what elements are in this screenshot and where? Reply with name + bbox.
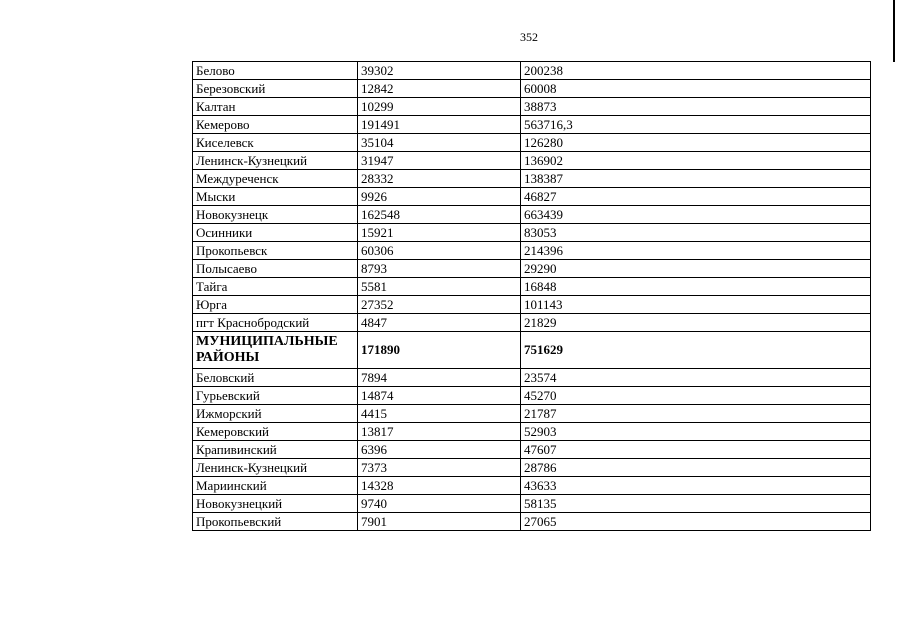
name-cell: Мариинский [193, 477, 358, 495]
value-a-cell: 9740 [358, 495, 521, 513]
value-a-cell: 14328 [358, 477, 521, 495]
value-b-cell: 58135 [521, 495, 871, 513]
table-row [193, 116, 871, 134]
value-b-cell: 126280 [521, 134, 871, 152]
value-b-cell: 27065 [521, 513, 871, 531]
value-a-cell: 35104 [358, 134, 521, 152]
table-row [193, 477, 871, 495]
name-cell: Новокузнецкий [193, 495, 358, 513]
table-row [193, 98, 871, 116]
name-cell: Осинники [193, 224, 358, 242]
table-row [193, 387, 871, 405]
name-cell: Белово [193, 62, 358, 80]
value-b-cell: 200238 [521, 62, 871, 80]
page-edge-line [893, 0, 895, 62]
page-number: 352 [520, 30, 538, 44]
value-a-cell: 39302 [358, 62, 521, 80]
value-a-cell: 31947 [358, 152, 521, 170]
value-b-cell: 29290 [521, 260, 871, 278]
value-a-cell: 8793 [358, 260, 521, 278]
value-a-cell: 5581 [358, 278, 521, 296]
value-a-cell: 27352 [358, 296, 521, 314]
table-row [193, 62, 871, 80]
value-b-cell: 663439 [521, 206, 871, 224]
name-cell: Кемерово [193, 116, 358, 134]
value-b-cell: 136902 [521, 152, 871, 170]
table-row [193, 441, 871, 459]
name-cell: Мыски [193, 188, 358, 206]
value-a-cell: 7894 [358, 369, 521, 387]
value-a-cell: 28332 [358, 170, 521, 188]
table-row [193, 134, 871, 152]
name-cell: Ленинск-Кузнецкий [193, 459, 358, 477]
table-row [193, 170, 871, 188]
value-a-cell: 15921 [358, 224, 521, 242]
value-a-cell: 4847 [358, 314, 521, 332]
value-b-cell: 38873 [521, 98, 871, 116]
table-row [193, 459, 871, 477]
name-cell: Тайга [193, 278, 358, 296]
value-b-cell: 21829 [521, 314, 871, 332]
value-b-cell: 16848 [521, 278, 871, 296]
value-a-cell: 60306 [358, 242, 521, 260]
value-b-cell: 21787 [521, 405, 871, 423]
table-row [193, 152, 871, 170]
value-b-cell: 214396 [521, 242, 871, 260]
name-cell: пгт Краснобродский [193, 314, 358, 332]
value-b-cell: 23574 [521, 369, 871, 387]
value-a-cell: 9926 [358, 188, 521, 206]
name-cell: МУНИЦИПАЛЬНЫЕ РАЙОНЫ [193, 332, 358, 369]
value-a-cell: 162548 [358, 206, 521, 224]
value-b-cell: 45270 [521, 387, 871, 405]
table-row [193, 206, 871, 224]
value-b-cell: 47607 [521, 441, 871, 459]
table-row [193, 224, 871, 242]
value-a-cell: 4415 [358, 405, 521, 423]
name-cell: Прокопьевский [193, 513, 358, 531]
name-cell: Березовский [193, 80, 358, 98]
value-a-cell: 171890 [358, 332, 521, 369]
value-a-cell: 12842 [358, 80, 521, 98]
table-row [193, 242, 871, 260]
value-b-cell: 46827 [521, 188, 871, 206]
value-a-cell: 13817 [358, 423, 521, 441]
name-cell: Беловский [193, 369, 358, 387]
value-b-cell: 28786 [521, 459, 871, 477]
name-cell: Прокопьевск [193, 242, 358, 260]
table-row [193, 423, 871, 441]
table-row [193, 405, 871, 423]
value-b-cell: 138387 [521, 170, 871, 188]
name-cell: Крапивинский [193, 441, 358, 459]
table-section-row [193, 332, 871, 369]
value-b-cell: 60008 [521, 80, 871, 98]
name-cell: Юрга [193, 296, 358, 314]
value-b-cell: 751629 [521, 332, 871, 369]
name-cell: Киселевск [193, 134, 358, 152]
table-row [193, 513, 871, 531]
value-a-cell: 191491 [358, 116, 521, 134]
name-cell: Полысаево [193, 260, 358, 278]
value-b-cell: 43633 [521, 477, 871, 495]
value-a-cell: 14874 [358, 387, 521, 405]
name-cell: Междуреченск [193, 170, 358, 188]
table-row [193, 296, 871, 314]
table-row [193, 369, 871, 387]
value-a-cell: 7373 [358, 459, 521, 477]
table-row [193, 314, 871, 332]
name-cell: Кемеровский [193, 423, 358, 441]
value-a-cell: 6396 [358, 441, 521, 459]
value-b-cell: 52903 [521, 423, 871, 441]
table-row [193, 278, 871, 296]
value-a-cell: 10299 [358, 98, 521, 116]
name-cell: Калтан [193, 98, 358, 116]
table-row [193, 188, 871, 206]
table-body [193, 62, 871, 531]
table-row [193, 80, 871, 98]
table-row [193, 495, 871, 513]
name-cell: Ижморский [193, 405, 358, 423]
name-cell: Гурьевский [193, 387, 358, 405]
value-b-cell: 101143 [521, 296, 871, 314]
table-row [193, 260, 871, 278]
data-table [192, 61, 871, 531]
value-b-cell: 83053 [521, 224, 871, 242]
name-cell: Новокузнецк [193, 206, 358, 224]
value-b-cell: 563716,3 [521, 116, 871, 134]
value-a-cell: 7901 [358, 513, 521, 531]
name-cell: Ленинск-Кузнецкий [193, 152, 358, 170]
